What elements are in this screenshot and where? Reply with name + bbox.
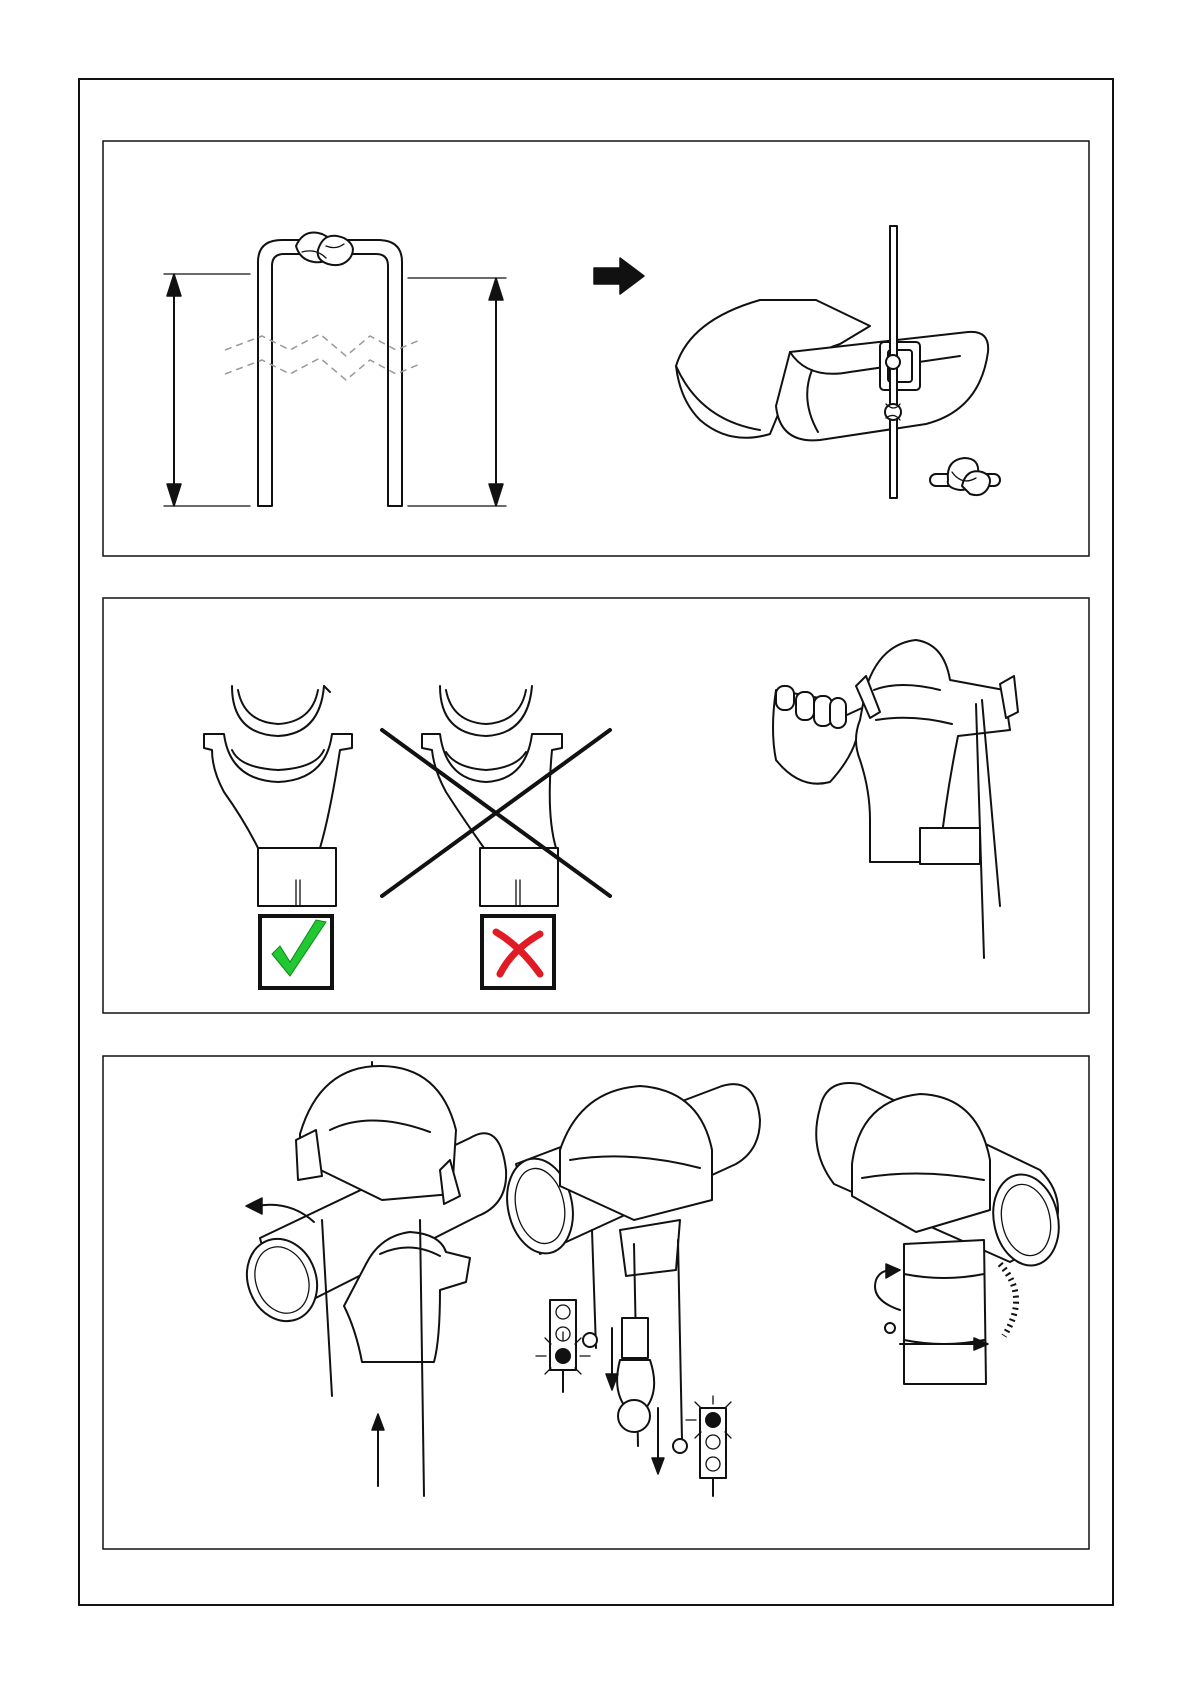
knot-icon: [296, 233, 353, 266]
incorrect-fit: [382, 686, 610, 988]
gutter-with-cord: [676, 226, 988, 498]
traffic-light-icon: [686, 1396, 731, 1496]
correct-fit: [204, 686, 352, 988]
weight-test-indicator: [499, 1084, 760, 1496]
right-arrow-icon: [594, 258, 644, 294]
rotate-outlet: [816, 1083, 1067, 1384]
traffic-light-icon: [536, 1300, 590, 1392]
knot-detail: [930, 458, 1000, 495]
hand-clipping-outlet: [773, 640, 1018, 958]
clamp-onto-pipe: [236, 1062, 506, 1496]
u-bend-cord-length: [164, 233, 506, 507]
